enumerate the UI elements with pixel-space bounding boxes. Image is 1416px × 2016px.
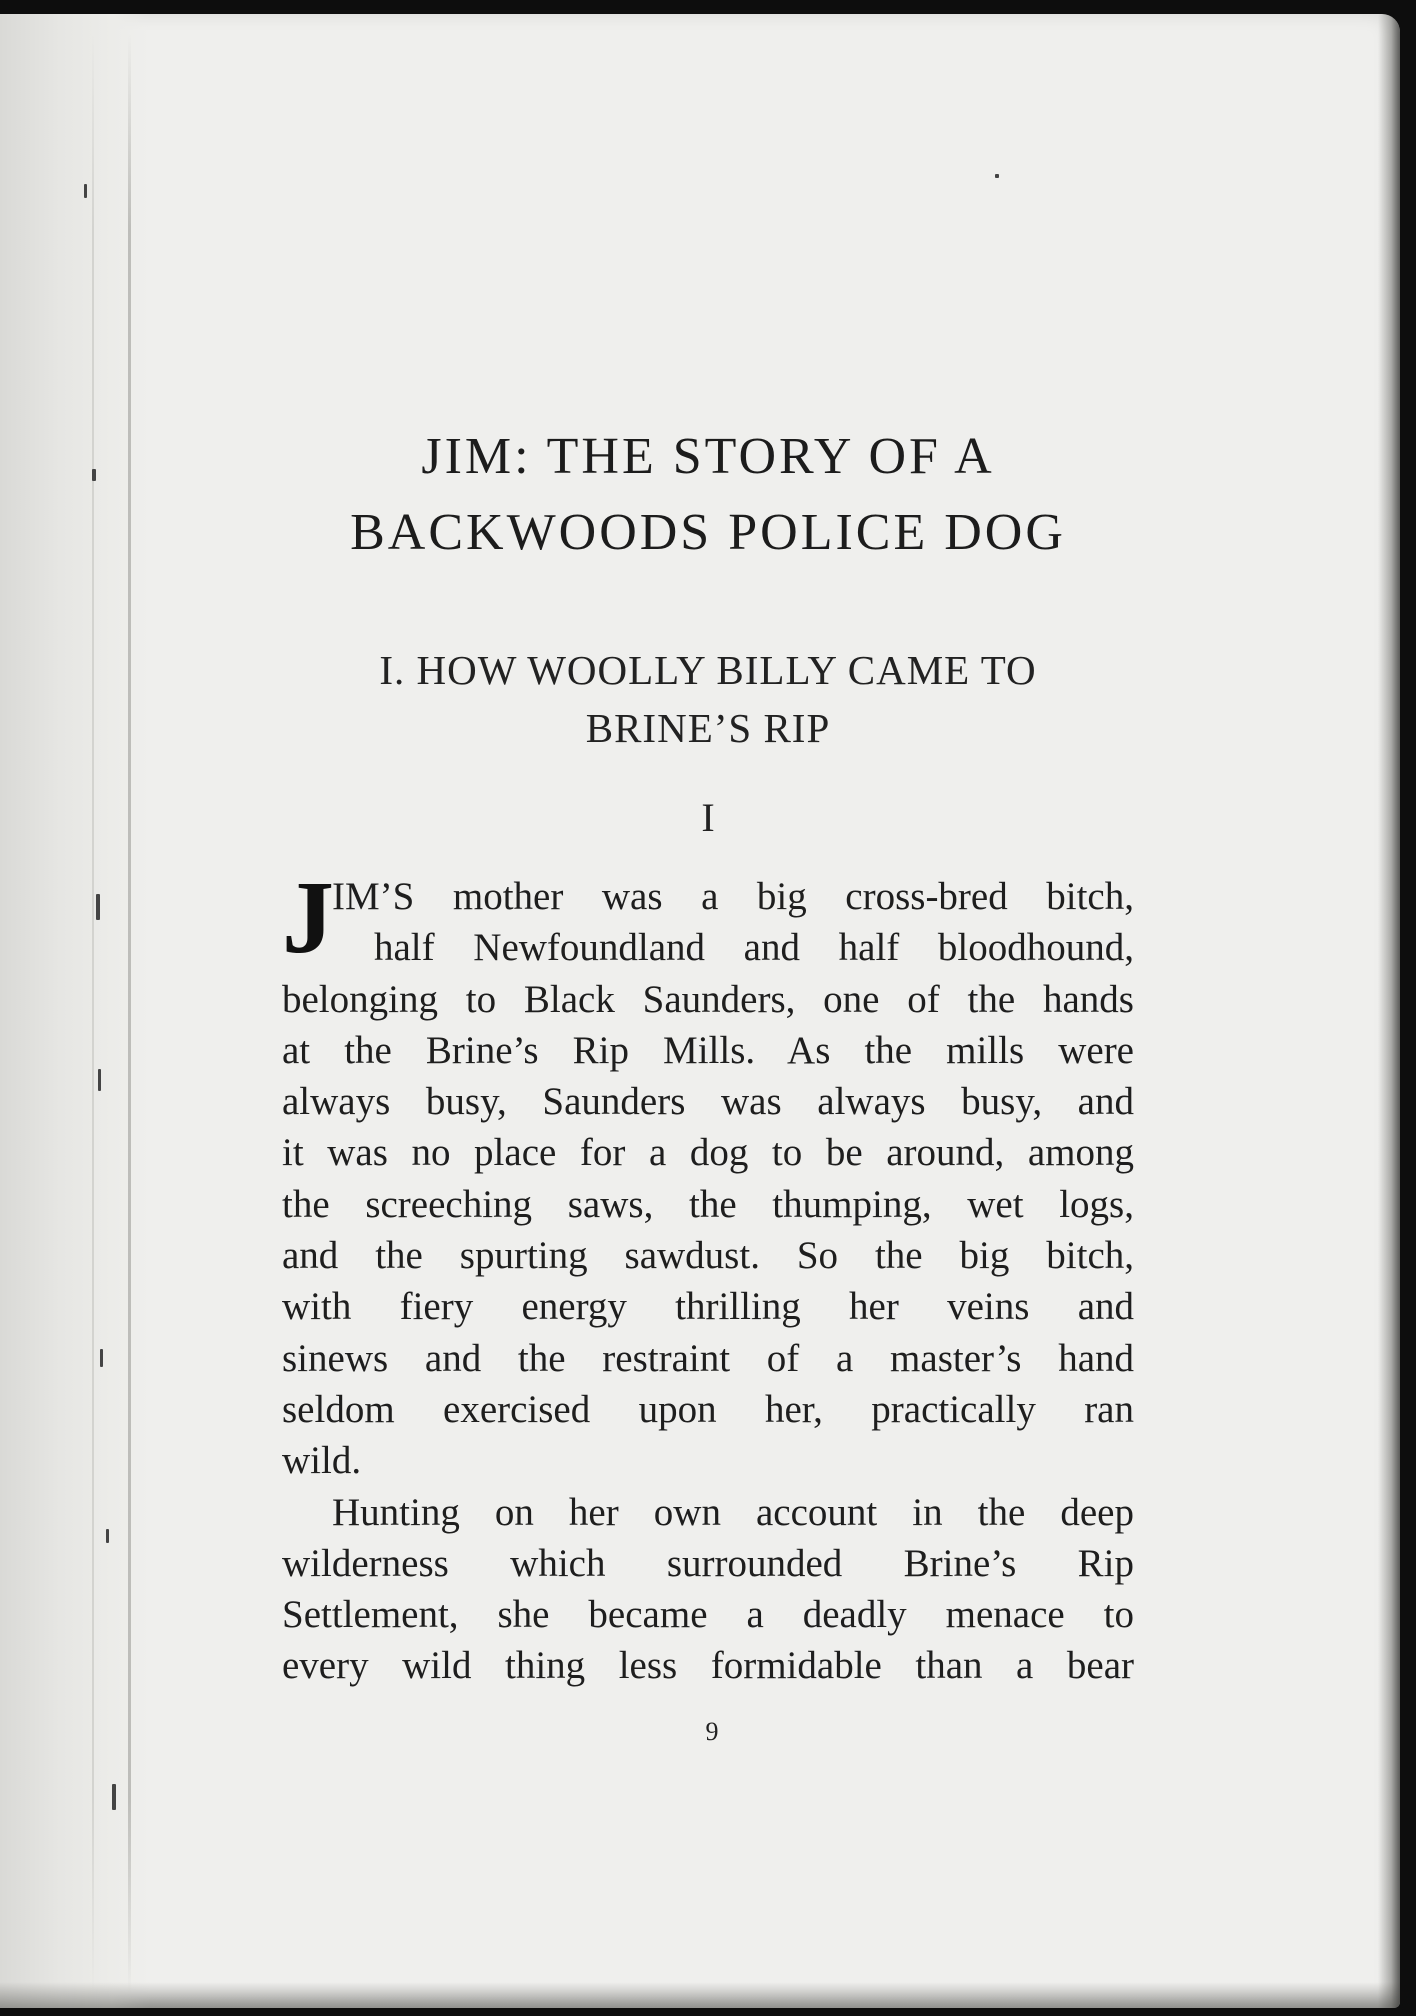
chapter-title-line: I. HOW WOOLLY BILLY CAME TO [379,647,1037,693]
spine-crease-secondary [92,34,94,1994]
text-line: half Newfoundland and half bloodhound, [374,926,1134,970]
scan-speck [96,894,100,920]
spine-crease [128,34,131,1994]
book-title-line: JIM: THE STORY OF A [421,428,995,485]
text-line: wilderness which surrounded Brine’s Rip [282,1541,1134,1585]
scan-speck [98,1069,101,1091]
text-line: at the Brine’s Rip Mills. As the mills were [282,1028,1134,1072]
paragraph [282,860,1134,1487]
text-line: and the spurting sawdust. So the big bitch, [282,1234,1134,1278]
text-line: it was no place for a dog to be around, among [282,1131,1134,1175]
text-line: sinews and the restraint of a master’s hand [282,1336,1134,1380]
book-title [282,419,1134,571]
body-text [282,860,1134,1692]
text-line: Hunting on her own account in the deep [332,1490,1134,1534]
text-line: always busy, Saunders was always busy, and [282,1080,1134,1124]
scan-speck [84,184,87,198]
scan-speck [100,1349,103,1367]
drop-cap: J [282,860,334,975]
text-line: Settlement, she became a deadly menace to [282,1593,1134,1637]
text-line: with fiery energy thrilling her veins and [282,1285,1134,1329]
text-line: belonging to Black Saunders, one of the hands [282,977,1134,1021]
book-title-line: BACKWOODS POLICE DOG [350,504,1066,561]
scan-speck [106,1529,109,1543]
text-line: wild. [282,1439,362,1483]
text-line: seldom exercised upon her, practically ran [282,1387,1134,1431]
scan-speck [92,469,96,481]
scan-speck [112,1784,116,1810]
paragraph [282,1487,1134,1692]
text-line: every wild thing less formidable than a bear [282,1644,1134,1688]
chapter-title-line: BRINE’S RIP [585,705,831,751]
book-page [0,14,1400,2008]
page-number: 9 [705,1717,719,1746]
text-line: IM’S mother was a big cross-bred bitch, [332,875,1134,918]
page-edge-shadow-right [1378,14,1400,2008]
scan-speck [995,174,999,178]
section-number: I [701,795,715,840]
text-block [282,419,1134,1692]
page-edge-shadow-bottom [0,1982,1400,2008]
chapter-title [282,641,1134,757]
text-line: the screeching saws, the thumping, wet logs, [282,1182,1134,1226]
